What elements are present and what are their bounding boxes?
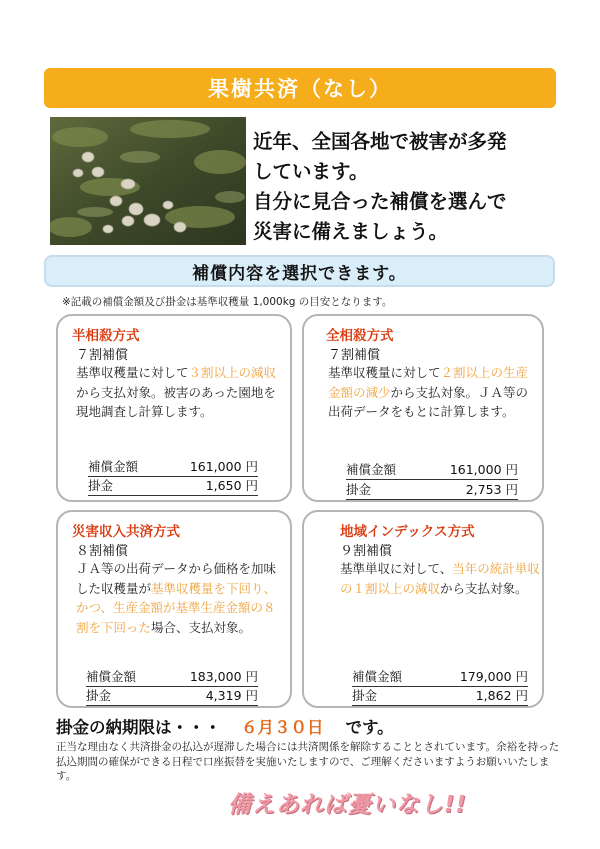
card-subtitle: ７割補償 (76, 348, 129, 363)
card-body: 基準収穫量に対して３割以上の減収から支払対象。被害のあった園地を現地調査し計算します。 (76, 365, 277, 419)
banner-text: 補償内容を選択できます。 (192, 263, 407, 284)
title-bar (44, 68, 556, 108)
page-title: 果樹共済（なし） (208, 77, 392, 101)
footer-note: 正当な理由なく共済掛金の払込が遅滞した場合には共済関係を解除することとされています。余裕を持った払込期間の確保ができる日程で口座振替を実施いたしますので、ご理解くださいますようお願いいたします。 (56, 741, 560, 782)
card-full-offset (302, 314, 544, 502)
deadline-label: 掛金の納期限は・・・ (56, 718, 221, 737)
premium-value: 4,319 円 (205, 688, 258, 703)
compensation-row (352, 667, 528, 687)
intro-line: 災害に備えましょう。 (253, 220, 449, 243)
card-disaster-income (56, 510, 292, 708)
premium-value: 1,862 円 (475, 688, 528, 703)
compensation-label: 補償金額 (88, 459, 139, 474)
compensation-value: 161,000 円 (189, 459, 258, 474)
intro-line: しています。 (253, 160, 369, 183)
compensation-row (346, 460, 518, 480)
amount-note: ※記載の補償金額及び掛金は基準収穫量 1,000kg の目安となります。 (62, 296, 393, 308)
premium-row (352, 686, 528, 706)
deadline-date: ６月３０日 (241, 718, 324, 737)
card-subtitle: ７割補償 (328, 348, 381, 363)
card-subtitle: ８割補償 (76, 544, 129, 559)
selection-banner (44, 255, 555, 287)
card-body: 基準収穫量に対して２割以上の生産金額の減少から支払対象。ＪＡ等の出荷データをもとに計算します。 (328, 365, 529, 419)
intro-line: 近年、全国各地で被害が多発 (253, 130, 507, 153)
intro-line: 自分に見合った補償を選んで (253, 190, 507, 213)
slogan: 備えあれば憂いなし!! (228, 792, 467, 818)
orchard-photo (50, 117, 246, 245)
card-regional-index (302, 510, 544, 708)
premium-label: 掛金 (352, 688, 378, 703)
premium-label: 掛金 (346, 482, 372, 497)
compensation-row (86, 667, 258, 687)
card-title: 地域インデックス方式 (340, 524, 475, 540)
card-title: 全相殺方式 (326, 328, 394, 344)
card-title: 半相殺方式 (72, 328, 140, 344)
compensation-value: 179,000 円 (459, 669, 528, 684)
payment-deadline (56, 714, 394, 738)
compensation-label: 補償金額 (352, 669, 403, 684)
deadline-suffix: です。 (345, 718, 394, 737)
premium-label: 掛金 (88, 478, 114, 493)
card-body: ＪＡ等の出荷データから価格を加味した収穫量が基準収穫量を下回り、かつ、生産金額が基準生産金額の８割を下回った場合、支払対象。 (76, 561, 277, 635)
card-body: 基準単収に対して、当年の統計単収の１割以上の減収から支払対象。 (340, 561, 540, 596)
compensation-label: 補償金額 (86, 669, 137, 684)
compensation-label: 補償金額 (346, 462, 397, 477)
card-title: 災害収入共済方式 (72, 524, 180, 540)
card-half-offset (56, 314, 292, 502)
premium-value: 2,753 円 (465, 482, 518, 497)
compensation-row (88, 457, 258, 477)
premium-row (88, 476, 258, 496)
premium-value: 1,650 円 (205, 478, 258, 493)
card-subtitle: ９割補償 (340, 544, 393, 559)
compensation-value: 161,000 円 (449, 462, 518, 477)
premium-label: 掛金 (86, 688, 112, 703)
premium-row (346, 480, 518, 500)
intro-text (253, 127, 573, 247)
compensation-value: 183,000 円 (189, 669, 258, 684)
premium-row (86, 686, 258, 706)
